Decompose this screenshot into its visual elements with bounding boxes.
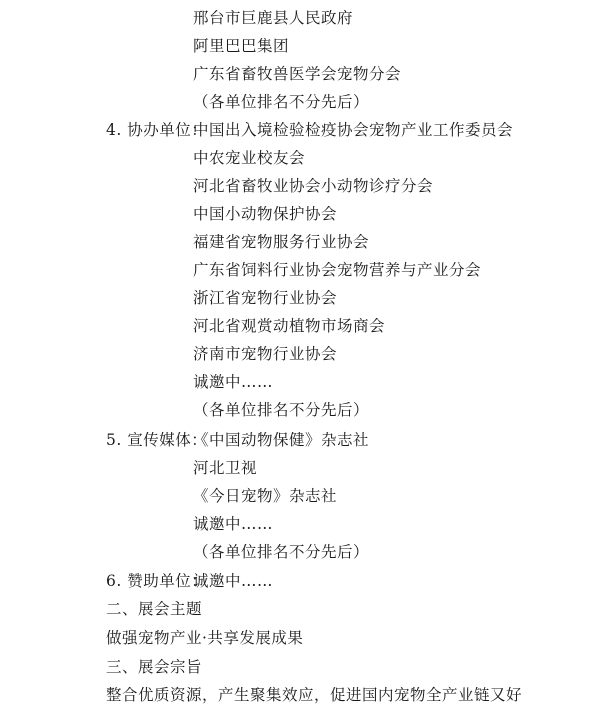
co-organizer-item-9: 济南市宠物行业协会 — [193, 345, 338, 363]
media-item-3: 《今日宠物》杂志社 — [193, 487, 338, 505]
organizer-item-1: 邢台市巨鹿县人民政府 — [193, 9, 354, 27]
organizer-note: （各单位排名不分先后） — [193, 93, 370, 111]
theme-heading: 二、展会主题 — [106, 600, 203, 618]
purpose-text: 整合优质资源，产生聚集效应，促进国内宠物全产业链又好 — [106, 686, 523, 704]
media-label: 5. 宣传媒体： — [106, 431, 208, 449]
theme-text: 做强宠物产业·共享发展成果 — [106, 629, 304, 647]
media-item-4: 诚邀中…… — [193, 515, 274, 533]
co-organizer-label: 4. 协办单位： — [106, 121, 208, 139]
purpose-heading: 三、展会宗旨 — [106, 658, 203, 676]
co-organizer-item-8: 河北省观赏动植物市场商会 — [193, 317, 386, 335]
organizer-item-2: 阿里巴巴集团 — [193, 37, 290, 55]
media-note: （各单位排名不分先后） — [193, 543, 370, 561]
organizer-item-3: 广东省畜牧兽医学会宠物分会 — [193, 65, 402, 83]
co-organizer-item-5: 福建省宠物服务行业协会 — [193, 233, 370, 251]
co-organizer-item-7: 浙江省宠物行业协会 — [193, 289, 338, 307]
co-organizer-item-1: 中国出入境检验检疫协会宠物产业工作委员会 — [193, 121, 514, 139]
sponsor-label: 6. 赞助单位： — [106, 572, 208, 590]
co-organizer-item-3: 河北省畜牧业协会小动物诊疗分会 — [193, 177, 434, 195]
co-organizer-item-10: 诚邀中…… — [193, 373, 274, 391]
sponsor-value: 诚邀中…… — [193, 572, 274, 590]
media-item-2: 河北卫视 — [193, 459, 258, 477]
media-item-1: 《中国动物保健》杂志社 — [193, 431, 370, 449]
co-organizer-item-4: 中国小动物保护协会 — [193, 205, 338, 223]
co-organizer-item-6: 广东省饲料行业协会宠物营养与产业分会 — [193, 261, 482, 279]
co-organizer-item-2: 中农宠业校友会 — [193, 149, 306, 167]
co-organizer-note: （各单位排名不分先后） — [193, 401, 370, 419]
